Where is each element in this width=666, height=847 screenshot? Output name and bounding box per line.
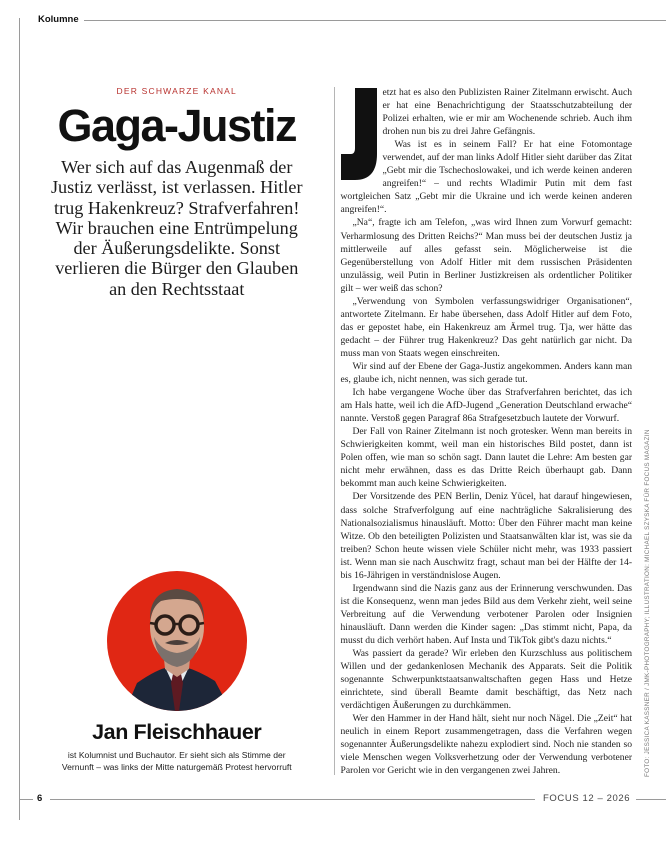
article-paragraph: Wir sind auf der Ebene der Gaga-Justiz angekommen. Anders kann man es, glaube ich, nicht nennen, was sich gerade tut. [340, 360, 633, 386]
article-paragraph: Was passiert da gerade? Wir erleben den Kurzschluss aus politischem Willen und der gedankenlosen Mechanik des Apparats. Seit die Politik sogenannte Schwerpunktstaatsanwaltschaften gegen Hass und Hetze einrichtete, sind überall Beamte damit beschäftigt, das Netz nach verdächtigen Äußerungen zu durchkämmen. [340, 648, 633, 712]
article-paragraph [341, 86, 633, 138]
dropcap [341, 88, 377, 180]
article-paragraph: Irgendwann sind die Nazis ganz aus der Erinnerung verschwunden. Das ist die Konsequenz, wenn man jedes Bild aus dem Verkehr zieht, weil seine Verbreitung auf die Verwendung verbotener Parolen oder Insignien hinausläuft. Dann werden die Kinder sagen: „Das stimmt nicht, Papa, da musst du dich verhört haben. Auf Insta und TikTok gibt's dazu nichts.“ [340, 582, 633, 646]
footer-rule-right [636, 799, 666, 800]
paragraph-text: etzt hat es also den Publizisten Rainer Zitelmann erwischt. Auch er hat eine Benachrichtigung der Staatsschutzabteilung der Polizei erhalten, wie er mir am Wochenende schrieb. Auch ihm drohen nun bis zu drei Jahre Gefängnis. [382, 87, 633, 138]
page-footer [0, 793, 666, 826]
article-paragraph: Der Fall von Rainer Zitelmann ist noch grotesker. Wenn man bereits in Schwierigkeiten kommt, weil man ein historisches Bild postet, dann ist Polen offen, wie man so schön sagt. Dann lautet die Lehre: Am besten gar nicht mehr erwähnen, dass es das Dritte Reich überhaupt gab. Dann bekommt man auch keine Schwierigkeiten. [340, 426, 633, 490]
photo-credit: FOTO: JESSICA KASSNER / JMK-PHOTOGRAPHY; ILLUSTRATION: MICHAEL SZYSKA FÜR FOCUS MAGAZIN [644, 429, 652, 778]
author-bio: ist Kolumnist und Buchautor. Er sieht sich als Stimme der Vernunft – was links der Mitte naturgemäß Protest hervorruft [61, 750, 292, 773]
article-paragraph: Wer den Hammer in der Hand hält, sieht nur noch Nägel. Die „Zeit“ hat neulich in einem Report zusammengetragen, dass die Verfahren wegen sogenannter Äußerungsdelikte nahezu explodiert sind. Noch nie standen so viele Menschen wegen Volksverhetzung oder der Verwendung verbotener Parolen vor Gericht wie in den vergangenen zwei Jahren. [340, 713, 633, 777]
column-divider [334, 87, 335, 775]
article-body [341, 86, 633, 785]
teaser: Wer sich auf das Augenmaß der Justiz verlässt, ist verlassen. Hitler trug Hakenkreuz? Strafverfahren! Wir brauchen eine Entrümpelung der Äußerungsdelikte. Sonst verlieren die Bürger den Glauben an den Rechtsstaat [50, 157, 303, 299]
article-paragraph: Der Vorsitzende des PEN Berlin, Deniz Yücel, hat darauf hingewiesen, dass solche Strafverfolgung auf eine nachträgliche Sakralisierung des Nationalsozialismus hinausläuft. Motto: Über den Führer macht man keine Witze. Ob den beteiligten Polizisten und Staatsanwälten klar ist, was sie da treiben? Schon heute wissen viele Schüler nicht mehr, was 1933 passiert ist. Wenn man sie nach Auschwitz fragt, schaut man bei der Hälfte der 14- bis 16-Jährigen in verständnislose Augen. [340, 491, 633, 581]
column-kicker: DER SCHWARZE KANAL [116, 86, 237, 96]
dropcap-glyph [341, 88, 377, 180]
issue-label: FOCUS 12 – 2026 [543, 793, 631, 805]
section-label: Kolumne [38, 14, 79, 25]
footer-rule-left [19, 799, 33, 800]
footer-rule-middle [50, 799, 535, 800]
page-number: 6 [37, 793, 43, 805]
column-intro [20, 86, 334, 785]
headline: Gaga-Justiz [57, 100, 297, 151]
author-portrait [107, 571, 247, 711]
article-paragraph: „Na“, fragte ich am Telefon, „was wird Ihnen zum Vorwurf gemacht: Verharmlosung des Dritten Reichs?“ Man muss bei der deutschen Justiz ja mittlerweile auf alles gefasst sein. Möglicherweise ist die Gegenüberstellung von Adolf Hitler mit dem russischen Präsidenten unzulässig, weil Putin in Berliner Justizkreisen als ordentlicher Politiker gilt – wer weiß das schon? [340, 217, 633, 294]
author-name: Jan Fleischhauer [92, 720, 262, 745]
author-portrait-image [107, 571, 247, 711]
article-paragraph: Ich habe vergangene Woche über das Strafverfahren berichtet, das ich am Hals hatte, weil ich die AfD-Jugend „Generation Deutschland erwache“ nannte. Verstoß gegen Paragraf 86a Strafgesetzbuch lautete der Vorwurf. [340, 387, 633, 425]
article-paragraph: Was ist es in seinem Fall? Er hat eine Fotomontage verwendet, auf der man links Adolf Hitler sieht darüber das Zitat „Gebt mir die Tschechoslowakei, und ich werde keinen anderen angreifen!“ – und rechts Wladimir Putin mit dem fast wortgleichen Satz „Gebt mir die Ukraine und ich werde keinen anderen angreifen!“. [340, 139, 633, 216]
article-paragraph: „Verwendung von Symbolen verfassungswidriger Organisationen“, antwortete Zitelmann. Er habe übersehen, dass Adolf Hitler auf dem Foto, das er gepostet habe, ein Hakenkreuz am Ärmel trug. Tja, wer hätte das gedacht – der Führer trug Hakenkreuz? Das geht natürlich gar nicht. Da muss man von Staats wegen einschreiten. [340, 295, 633, 359]
photo-credit-container [642, 86, 666, 785]
